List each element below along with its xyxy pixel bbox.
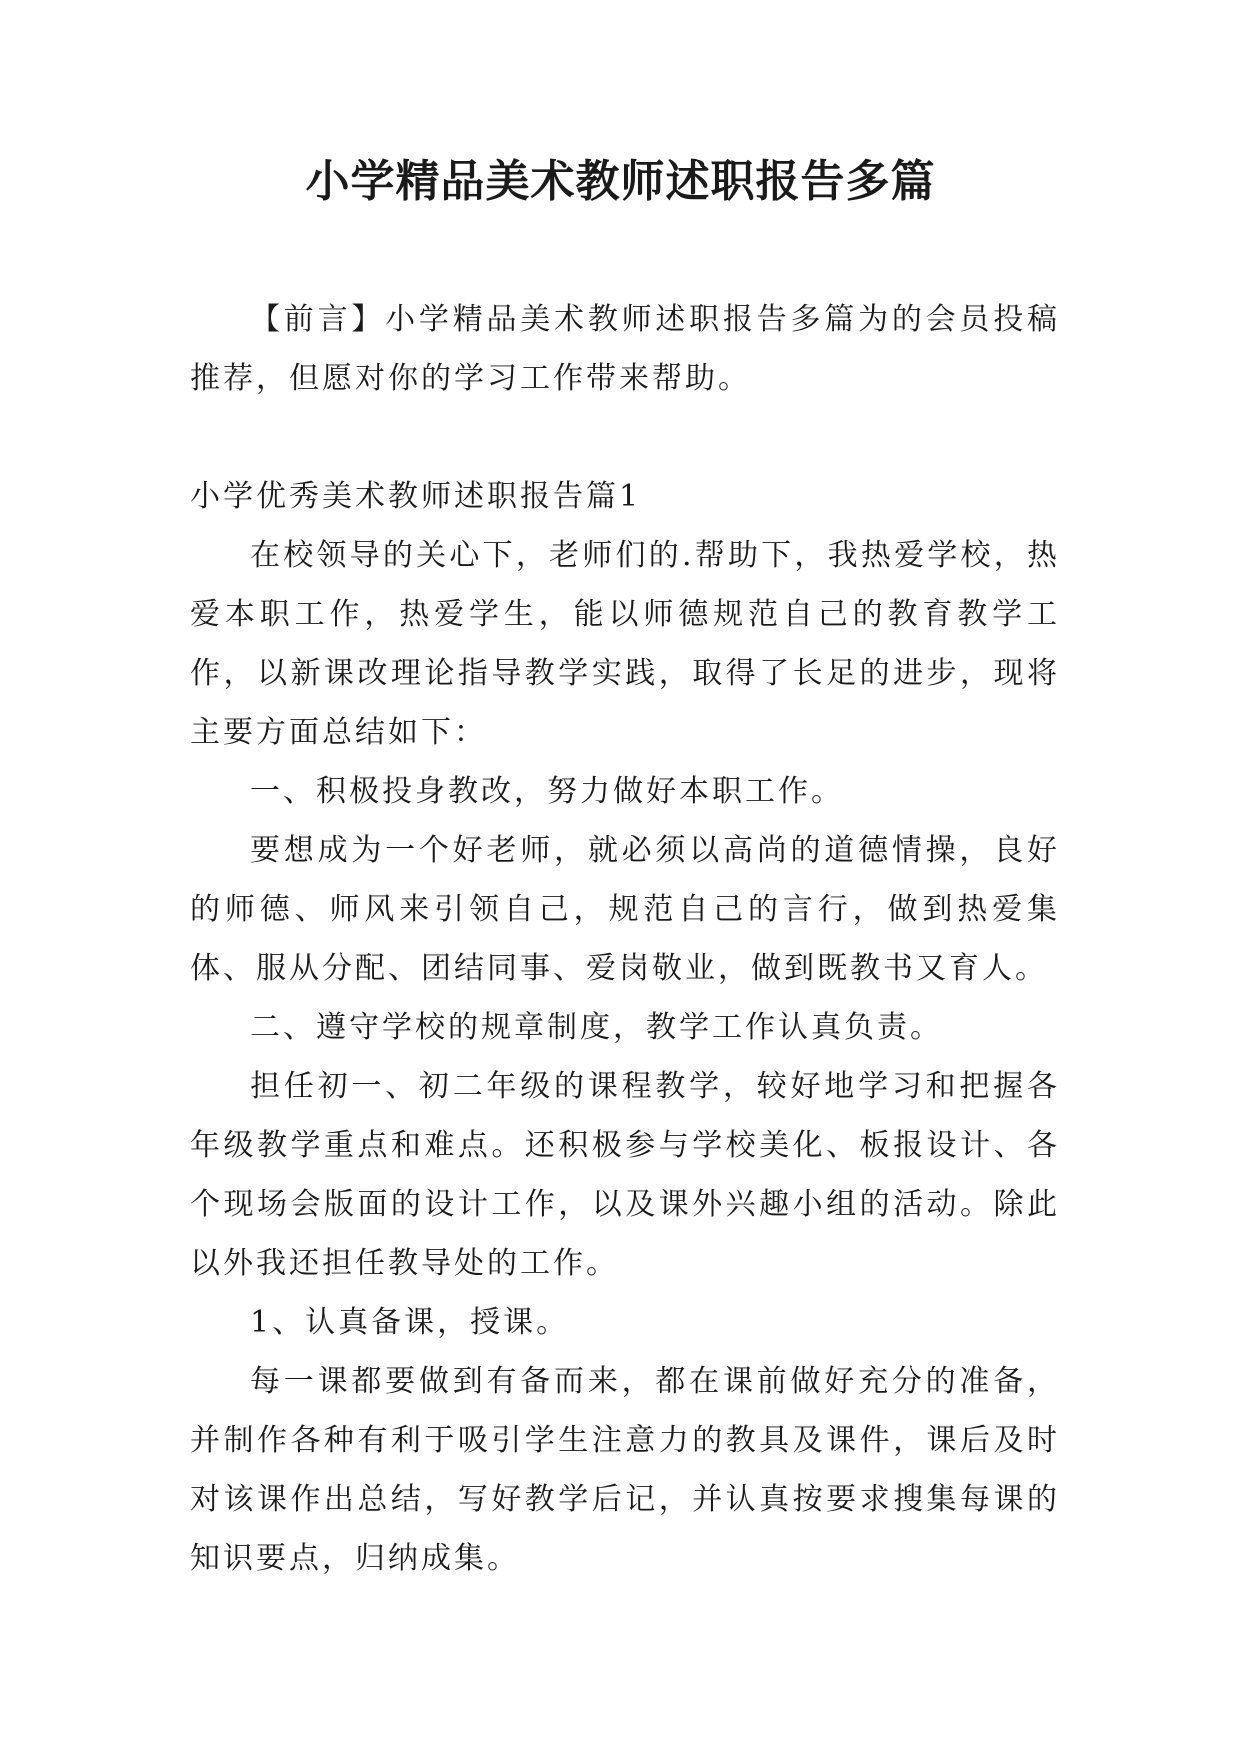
body-paragraph: 每一课都要做到有备而来，都在课前做好充分的准备，并制作各种有利于吸引学生注意力的教具及课件，课后及时对该课作出总结，写好教学后记，并认真按要求搜集每课的知识要点，归纳成集。 <box>190 1364 1060 1576</box>
preface-paragraph: 【前言】小学精品美术教师述职报告多篇为的会员投稿推荐，但愿对你的学习工作带来帮助。 <box>190 302 1060 396</box>
body-paragraph: 在校领导的关心下，老师们的.帮助下，我热爱学校，热爱本职工作，热爱学生，能以师德规范自己的教育教学工作，以新课改理论指导教学实践，取得了长足的进步，现将主要方面总结如下： <box>190 538 1060 750</box>
body-paragraph: 担任初一、初二年级的课程教学，较好地学习和把握各年级教学重点和难点。还积极参与学校美化、板报设计、各个现场会版面的设计工作，以及课外兴趣小组的活动。除此以外我还担任教导处的工作。 <box>190 1069 1060 1281</box>
blank-line <box>190 408 1060 467</box>
body-paragraph: 1、认真备课，授课。 <box>250 1305 570 1340</box>
body-paragraph: 二、遵守学校的规章制度，教学工作认真负责。 <box>250 1010 943 1045</box>
section-heading: 小学优秀美术教师述职报告篇1 <box>190 479 642 514</box>
body-paragraph: 一、积极投身教改，努力做好本职工作。 <box>250 774 844 809</box>
body-paragraph: 要想成为一个好老师，就必须以高尚的道德情操，良好的师德、师风来引领自己，规范自己的言行，做到热爱集体、服从分配、团结同事、爱岗敬业，做到既教书又育人。 <box>190 833 1060 986</box>
document-body <box>190 290 1060 1588</box>
document-title: 小学精品美术教师述职报告多篇 <box>305 156 936 207</box>
